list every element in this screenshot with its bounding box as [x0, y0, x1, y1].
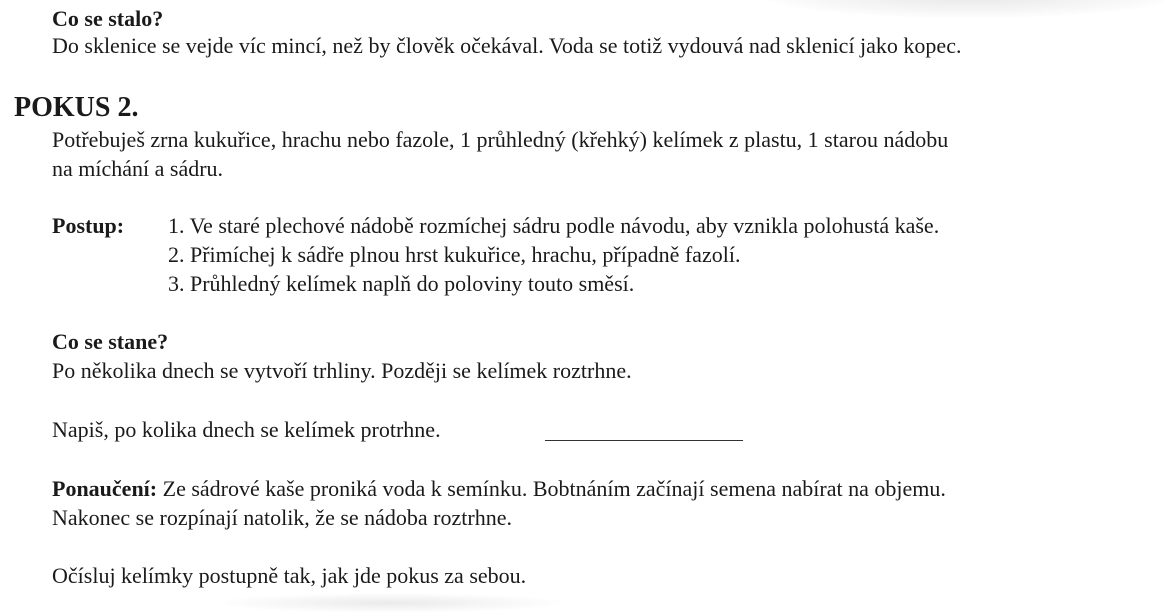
- page-shadow-top: [760, 0, 1165, 18]
- question-text: Napiš, po kolika dnech se kelímek protrhne.: [52, 417, 441, 442]
- needs-line-2: na míchání a sádru.: [52, 156, 224, 181]
- postup-step-2: 2. Přimíchej k sádře plnou hrst kukuřice, hrachu, případně fazolí.: [168, 242, 741, 267]
- postup-step-3: 3. Průhledný kelímek naplň do poloviny touto směsí.: [168, 271, 635, 296]
- pokus-title: POKUS 2.: [14, 92, 139, 123]
- ponauceni-line-1: [52, 476, 946, 502]
- co-se-stalo-heading: Co se stalo?: [52, 6, 164, 31]
- needs-line-1: Potřebuješ zrna kukuřice, hrachu nebo fazole, 1 průhledný (křehký) kelímek z plastu, 1 starou nádobu: [52, 127, 949, 152]
- answer-blank[interactable]: [545, 440, 743, 441]
- ponauceni-label: Ponaučení:: [52, 476, 158, 501]
- task-text: Očísluj kelímky postupně tak, jak jde pokus za sebou.: [52, 563, 527, 588]
- postup-step-1: 1. Ve staré plechové nádobě rozmíchej sádru podle návodu, aby vznikla polohustá kaše.: [168, 213, 940, 238]
- co-se-stane-heading: Co se stane?: [52, 329, 169, 354]
- co-se-stane-text: Po několika dnech se vytvoří trhliny. Později se kelímek roztrhne.: [52, 358, 632, 383]
- postup-label: Postup:: [52, 213, 125, 238]
- co-se-stalo-text: Do sklenice se vejde víc mincí, než by člověk očekával. Voda se totiž vydouvá nad sklenicí jako kopec.: [52, 33, 962, 58]
- page-shadow-bottom: [210, 593, 570, 613]
- ponauceni-text-1: Ze sádrové kaše proniká voda k semínku. Bobtnáním začínají semena nabírat na objemu.: [157, 476, 946, 501]
- ponauceni-line-2: Nakonec se rozpínají natolik, že se nádoba roztrhne.: [52, 505, 512, 530]
